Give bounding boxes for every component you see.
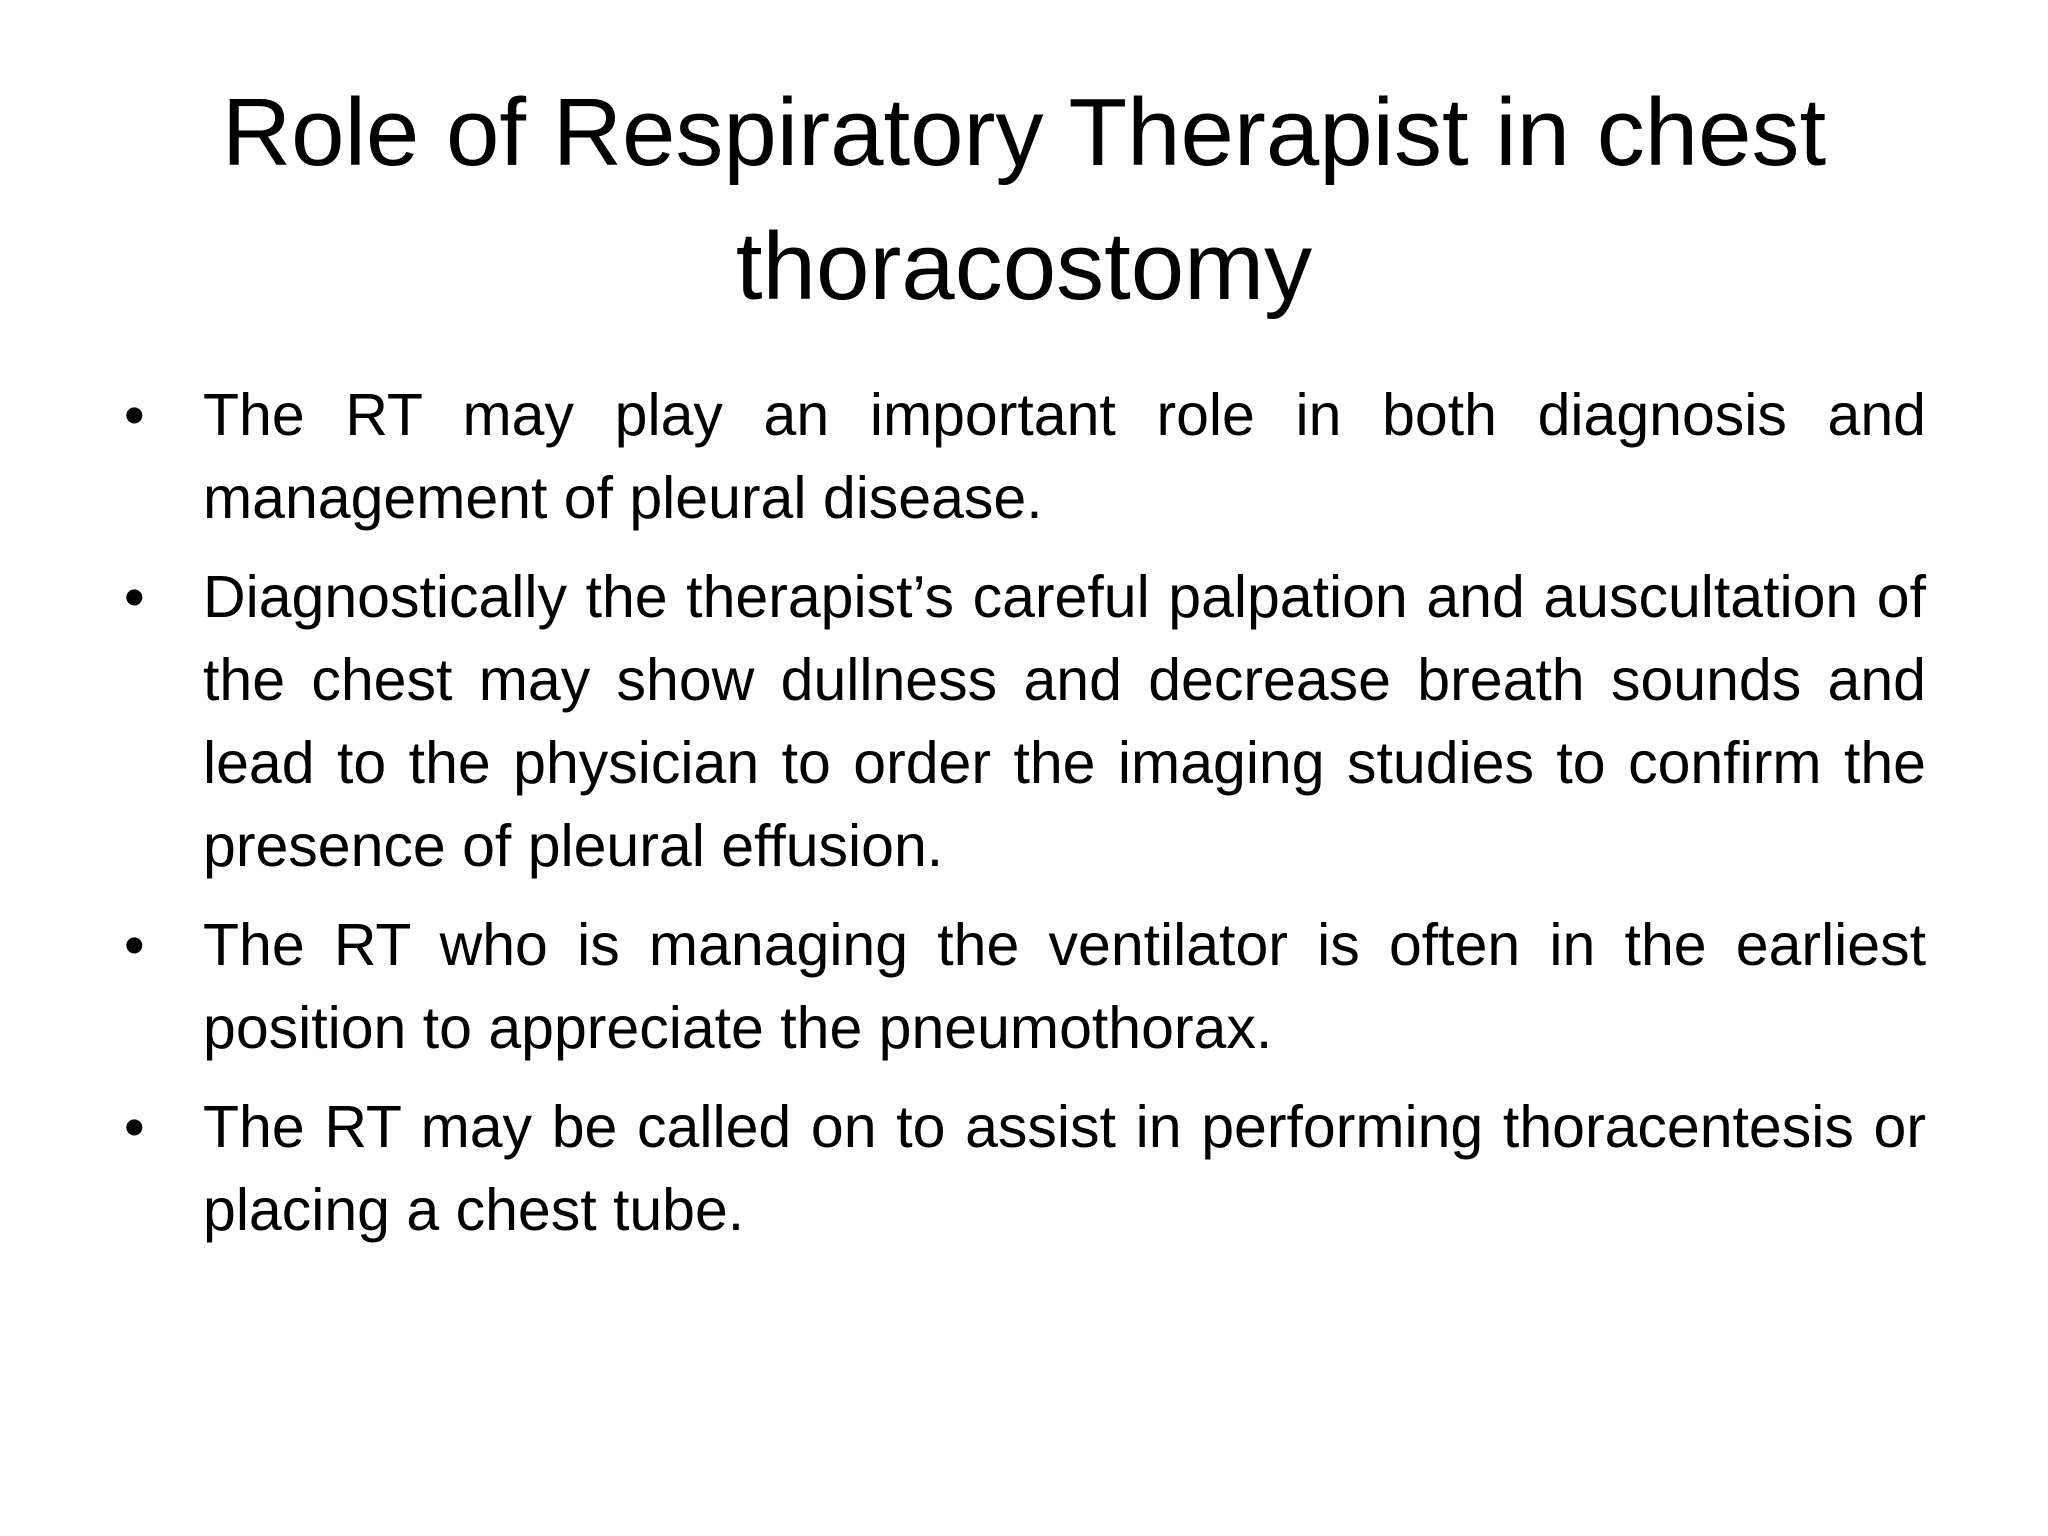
bullet-dot-icon: •: [124, 1094, 145, 1160]
bullet-text: The RT may play an important role in both diagnosis and management of pleural disease.: [203, 382, 1926, 531]
bullet-item-ventilator-pneumothorax: [120, 904, 1926, 1070]
bullet-dot-icon: •: [124, 382, 145, 448]
bullet-item-diagnostic-assessment: [120, 556, 1926, 888]
bullet-item-assist-procedures: [120, 1086, 1926, 1252]
bullet-dot-icon: •: [124, 912, 145, 978]
bullet-text: The RT who is managing the ventilator is often in the earliest position to appreciate the pneumothorax.: [203, 912, 1926, 1061]
bullet-text: The RT may be called on to assist in performing thoracentesis or placing a chest tube.: [203, 1094, 1926, 1243]
slide-title: Role of Respiratory Therapist in chest thoracostomy: [221, 79, 1827, 320]
bullet-dot-icon: •: [124, 564, 145, 630]
bullet-item-diagnosis-management: [120, 374, 1926, 540]
bullet-text: Diagnostically the therapist’s careful palpation and auscultation of the chest may show dullness and decrease breath sounds and lead to the physician to order the imaging studies to confirm the presence of pleural effusion.: [203, 564, 1926, 879]
bullet-list: [120, 374, 1926, 1268]
